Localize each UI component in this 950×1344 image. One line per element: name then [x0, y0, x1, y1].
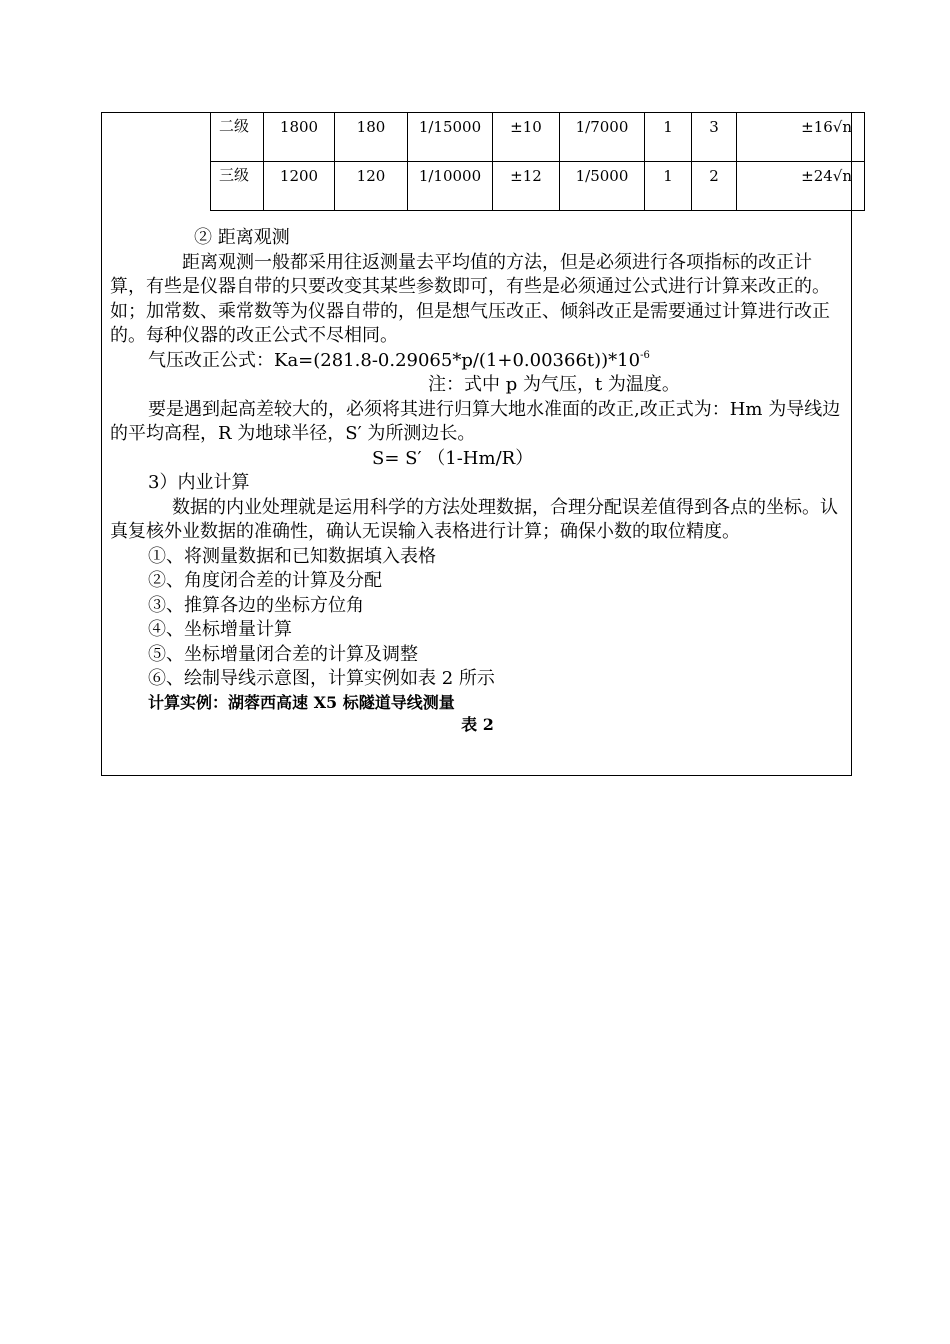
table-row	[211, 113, 865, 162]
section-heading: ② 距离观测	[194, 227, 290, 248]
table-cell: 1800	[264, 113, 335, 162]
table-cell: 1	[645, 113, 692, 162]
formula-exponent: -6	[640, 349, 650, 361]
table-label: 表 2	[461, 714, 494, 734]
accuracy-table	[210, 112, 865, 211]
table-cell: ±24√n	[737, 162, 865, 211]
table-cell: ±16√n	[737, 113, 865, 162]
table-row	[211, 162, 865, 211]
table-cell: 1	[645, 162, 692, 211]
table-cell: 1/5000	[560, 162, 645, 211]
list-item: ⑤、坐标增量闭合差的计算及调整	[148, 643, 418, 665]
table-cell: 180	[335, 113, 408, 162]
list-item: ③、推算各边的坐标方位角	[148, 594, 364, 616]
document-body	[110, 226, 845, 736]
table-cell: 1/10000	[408, 162, 493, 211]
table-cell: 120	[335, 162, 408, 211]
table-cell: 1/7000	[560, 113, 645, 162]
formula-line	[110, 349, 845, 374]
paragraph: 数据的内业处理就是运用科学的方法处理数据，合理分配误差值得到各点的坐标。认真复核外业数据的准确性，确认无误输入表格进行计算；确保小数的取位精度。	[110, 496, 838, 542]
grade-cell: 二级	[211, 113, 264, 162]
table-cell: 1/15000	[408, 113, 493, 162]
example-title: 计算实例：湖蓉西高速 X5 标隧道导线测量	[148, 692, 455, 712]
paragraph: 距离观测一般都采用往返测量去平均值的方法，但是必须进行各项指标的改正计算，有些是仪器自带的只要改变其某些参数即可，有些是必须通过公式进行计算来改正的。如；加常数、乘常数等为仪器自带的，但是想气压改正、倾斜改正是需要通过计算进行改正的。每种仪器的改正公式不尽相同。	[110, 251, 830, 346]
list-item: ①、将测量数据和已知数据填入表格	[148, 545, 436, 567]
list-item: ⑥、绘制导线示意图，计算实例如表 2 所示	[148, 668, 495, 689]
grade-cell: 三级	[211, 162, 264, 211]
table-cell: ±10	[493, 113, 560, 162]
list-item: ④、坐标增量计算	[148, 619, 292, 640]
section-heading: 3）内业计算	[148, 472, 250, 493]
table-cell: 3	[692, 113, 737, 162]
table-cell: 2	[692, 162, 737, 211]
table-cell: ±12	[493, 162, 560, 211]
list-item: ②、角度闭合差的计算及分配	[148, 570, 382, 591]
formula-note: 注：式中 p 为气压，t 为温度。	[428, 374, 680, 395]
formula-line: S= S′ （1-Hm/R）	[372, 447, 534, 469]
table-cell: 1200	[264, 162, 335, 211]
paragraph: 要是遇到起高差较大的，必须将其进行归算大地水准面的改正,改正式为：Hm 为导线边的平均高程，R 为地球半径，S′ 为所测边长。	[110, 398, 841, 444]
formula-text: 气压改正公式：Ka=(281.8-0.29065*p/(1+0.00366t))*10	[148, 349, 641, 371]
